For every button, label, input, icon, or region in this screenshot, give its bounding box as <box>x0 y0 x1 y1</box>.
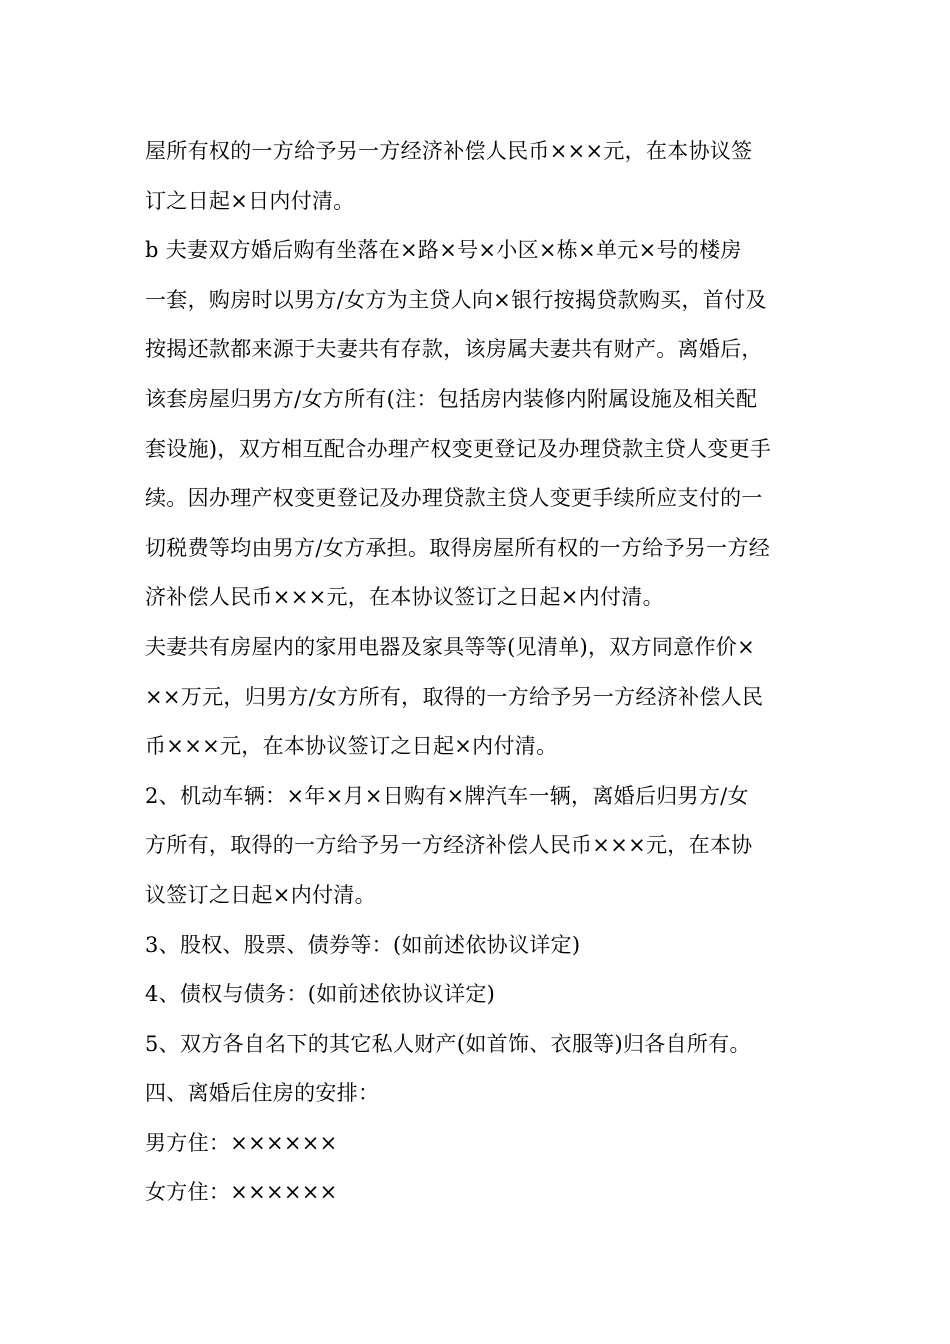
text-line: 套设施)，双方相互配合办理产权变更登记及办理贷款主贷人变更手 <box>145 436 772 461</box>
text-line: b 夫妻双方婚后购有坐落在×路×号×小区×栋×单元×号的楼房 <box>145 238 742 263</box>
text-line: 屋所有权的一方给予另一方经济补偿人民币×××元，在本协议签 <box>145 139 753 163</box>
text-line: 议签订之日起×内付清。 <box>145 882 376 907</box>
text-line: 夫妻共有房屋内的家用电器及家具等等(见清单)，双方同意作价× <box>145 634 755 659</box>
text-line: 一套，购房时以男方/女方为主贷人向×银行按揭贷款购买，首付及 <box>145 287 767 312</box>
text-line: 4、债权与债务：(如前述依协议详定) <box>145 982 496 1007</box>
text-line: 2、机动车辆：×年×月×日购有×牌汽车一辆，离婚后归男方/女 <box>145 783 749 808</box>
text-line: 济补偿人民币×××元，在本协议签订之日起×内付清。 <box>145 585 664 610</box>
section-heading: 四、离婚后住房的安排： <box>145 1081 380 1106</box>
text-line: 币×××元，在本协议签订之日起×内付清。 <box>145 734 558 759</box>
text-line: ××万元，归男方/女方所有，取得的一方给予另一方经济补偿人民 <box>145 684 764 709</box>
text-line: 订之日起×日内付清。 <box>145 188 355 213</box>
text-line: 男方住：×××××× <box>145 1130 338 1155</box>
text-line: 女方住：×××××× <box>145 1180 338 1205</box>
text-line: 按揭还款都来源于夫妻共有存款，该房属夫妻共有财产。离婚后， <box>145 337 763 362</box>
text-line: 切税费等均由男方/女方承担。取得房屋所有权的一方给予另一方经 <box>145 535 771 560</box>
document-body <box>145 127 807 1218</box>
text-line: 5、双方各自名下的其它私人财产(如首饰、衣服等)归各自所有。 <box>145 1031 751 1056</box>
text-line: 该套房屋归男方/女方所有(注：包括房内装修内附属设施及相关配 <box>145 386 758 411</box>
text-line: 3、股权、股票、债券等：(如前述依协议详定) <box>145 932 581 957</box>
text-line: 方所有，取得的一方给予另一方经济补偿人民币×××元，在本协 <box>145 833 753 858</box>
text-line: 续。因办理产权变更登记及办理贷款主贷人变更手续所应支付的一 <box>145 486 763 511</box>
